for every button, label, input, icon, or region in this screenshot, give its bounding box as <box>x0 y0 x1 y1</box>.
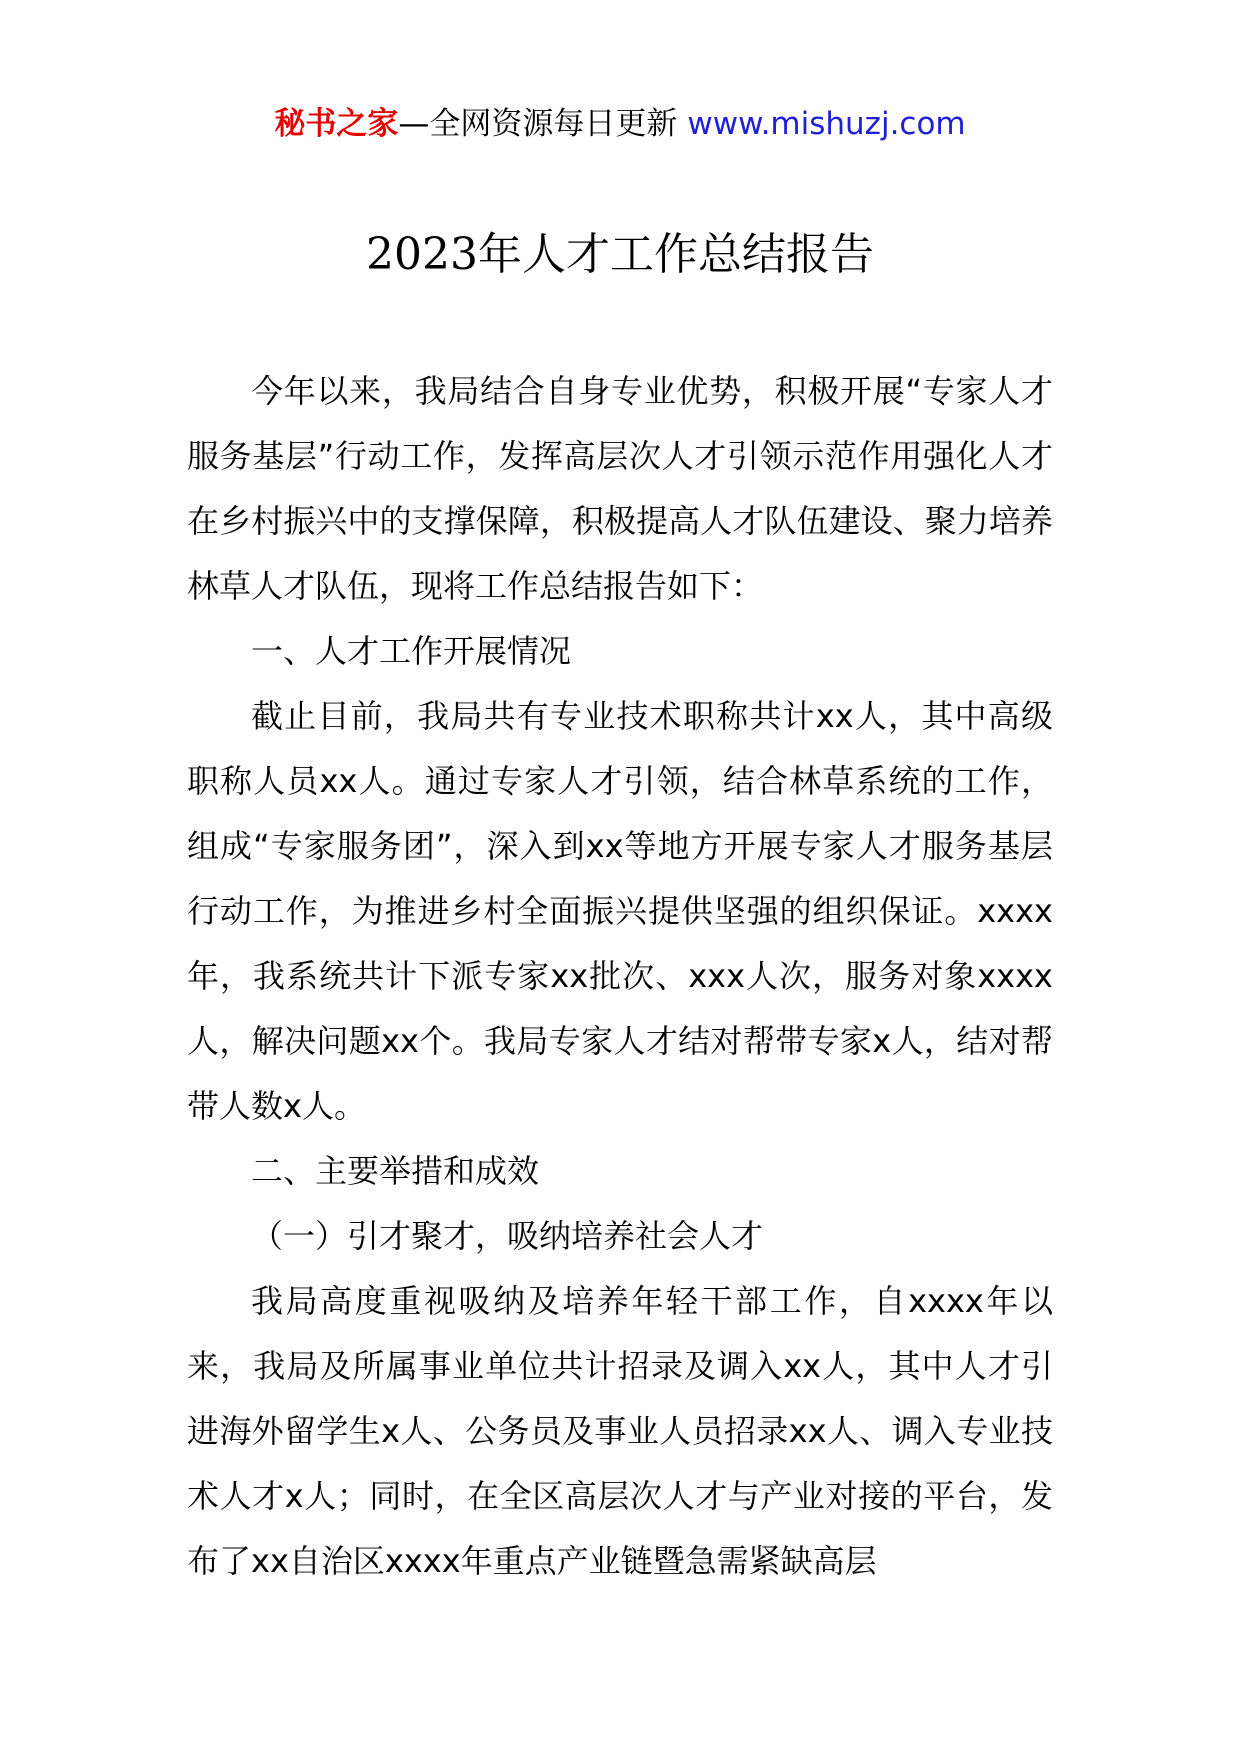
document-body <box>187 359 1053 1594</box>
section-heading-1: 一、人才工作开展情况 <box>251 632 572 670</box>
site-url-link[interactable]: www.mishuzj.com <box>687 106 966 142</box>
section-heading-2: 二、主要举措和成效 <box>251 1152 540 1190</box>
document-title: 2023年人才工作总结报告 <box>366 229 874 280</box>
paragraph-intro: 今年以来，我局结合自身专业优势，积极开展“专家人才服务基层”行动工作，发挥高层次人才引领示范作用强化人才在乡村振兴中的支撑保障，积极提高人才队伍建设、聚力培养林草人才队伍，现将工作总结报告如下： <box>187 372 1053 605</box>
paragraph-status: 截止目前，我局共有专业技术职称共计xx人，其中高级职称人员xx人。通过专家人才引领，结合林草系统的工作，组成“专家服务团”，深入到xx等地方开展专家人才服务基层行动工作，为推进乡村全面振兴提供坚强的组织保证。xxxx年，我系统共计下派专家xx批次、xxx人次，服务对象xxxx人，解决问题xx个。我局专家人才结对帮带专家x人，结对帮带人数x人。 <box>187 697 1053 1125</box>
site-brand: 秘书之家 <box>274 106 399 142</box>
site-slogan: —全网资源每日更新 <box>398 106 678 142</box>
subsection-heading-1: （一）引才聚才，吸纳培养社会人才 <box>251 1217 764 1255</box>
paragraph-recruitment: 我局高度重视吸纳及培养年轻干部工作，自xxxx年以来，我局及所属事业单位共计招录及调入xx人，其中人才引进海外留学生x人、公务员及事业人员招录xx人、调入专业技术人才x人；同时，在全区高层次人才与产业对接的平台，发布了xx自治区xxxx年重点产业链暨急需紧缺高层 <box>187 1282 1053 1580</box>
site-header <box>0 100 1240 148</box>
